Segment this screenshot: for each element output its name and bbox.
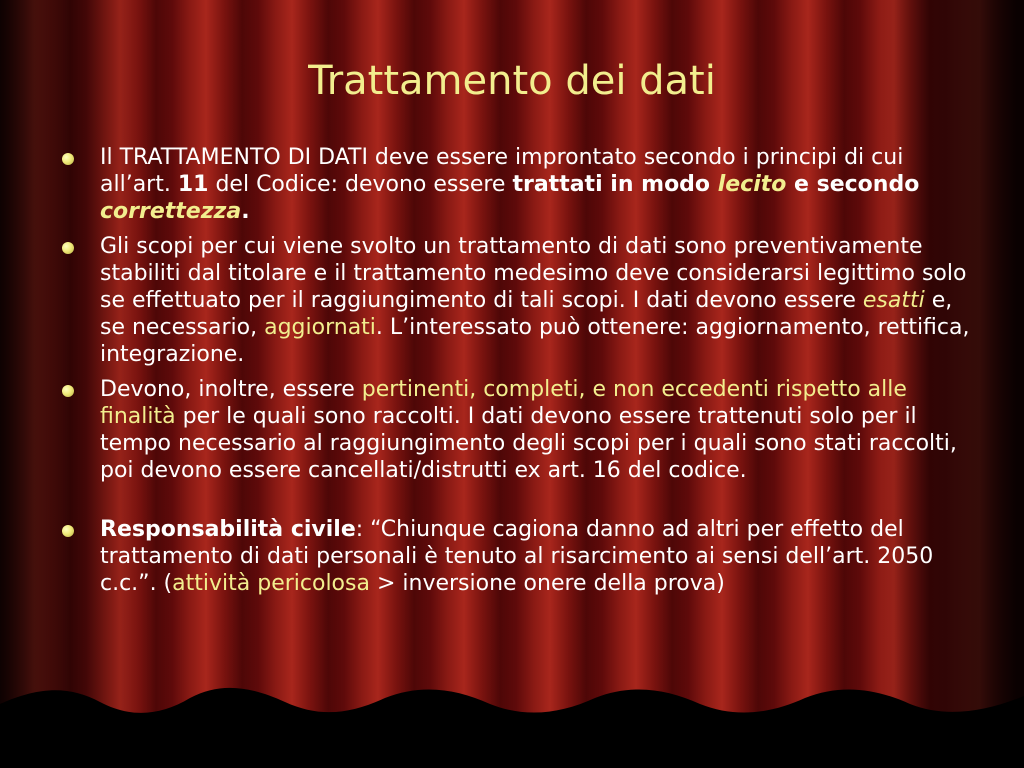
slide-title: Trattamento dei dati xyxy=(308,58,716,104)
bullet-text xyxy=(100,517,933,596)
text-run: Gli scopi per cui viene svolto un trattamento di dati sono preventivamente stabiliti dal titolare e il trattamento medesimo deve considerarsi legittimo solo se effettuato per il raggiungimento di tali scopi. I dati devono essere xyxy=(100,234,967,313)
text-run: correttezza xyxy=(100,199,242,224)
text-run: 11 xyxy=(177,172,209,197)
bullet-dot-icon xyxy=(62,153,74,165)
bullet-text xyxy=(100,377,957,483)
text-run: esatti xyxy=(862,288,925,313)
curtain-drape-bottom xyxy=(0,678,1024,768)
text-run: del Codice: devono essere xyxy=(208,172,513,197)
bullet-text xyxy=(100,145,919,224)
bullet-item xyxy=(60,144,970,225)
text-run: Il TRATTAMENTO DI DATI deve essere improntato secondo i principi di cui all’art. xyxy=(100,145,904,197)
bullet-text xyxy=(100,234,969,367)
text-run: . xyxy=(241,199,250,224)
text-run: trattati in modo xyxy=(512,172,718,197)
text-run: e secondo xyxy=(786,172,920,197)
bullet-item xyxy=(60,376,970,484)
bullet-dot-icon xyxy=(62,385,74,397)
text-run: pertinenti, completi, e non eccedenti rispetto alle finalità xyxy=(100,377,907,429)
text-run: lecito xyxy=(717,172,787,197)
bullet-dot-icon xyxy=(62,525,74,537)
text-run: aggiornati xyxy=(264,315,376,340)
text-run: attività pericolosa xyxy=(172,571,370,596)
text-run: Devono, inoltre, essere xyxy=(100,377,362,402)
text-run: e, se necessario, xyxy=(100,288,953,340)
text-run: : “Chiunque cagiona danno ad altri per effetto del trattamento di dati personali è tenuto al risarcimento ai sensi dell’art. 2050 c.c.”. ( xyxy=(100,517,934,596)
text-run: > inversione onere della prova) xyxy=(369,571,725,596)
bullet-dot-icon xyxy=(62,242,74,254)
bullet-item xyxy=(60,516,970,597)
bullet-list xyxy=(60,144,970,605)
text-run: per le quali sono raccolti. I dati devono essere trattenuti solo per il tempo necessario al raggiungimento degli scopi per i quali sono stati raccolti, poi devono essere cancellati/distrutti ex art. 16 del codice. xyxy=(100,404,957,483)
text-run: Responsabilità civile xyxy=(100,517,356,542)
text-run: . L’interessato può ottenere: aggiornamento, rettifica, integrazione. xyxy=(100,315,970,367)
bullet-item xyxy=(60,233,970,368)
